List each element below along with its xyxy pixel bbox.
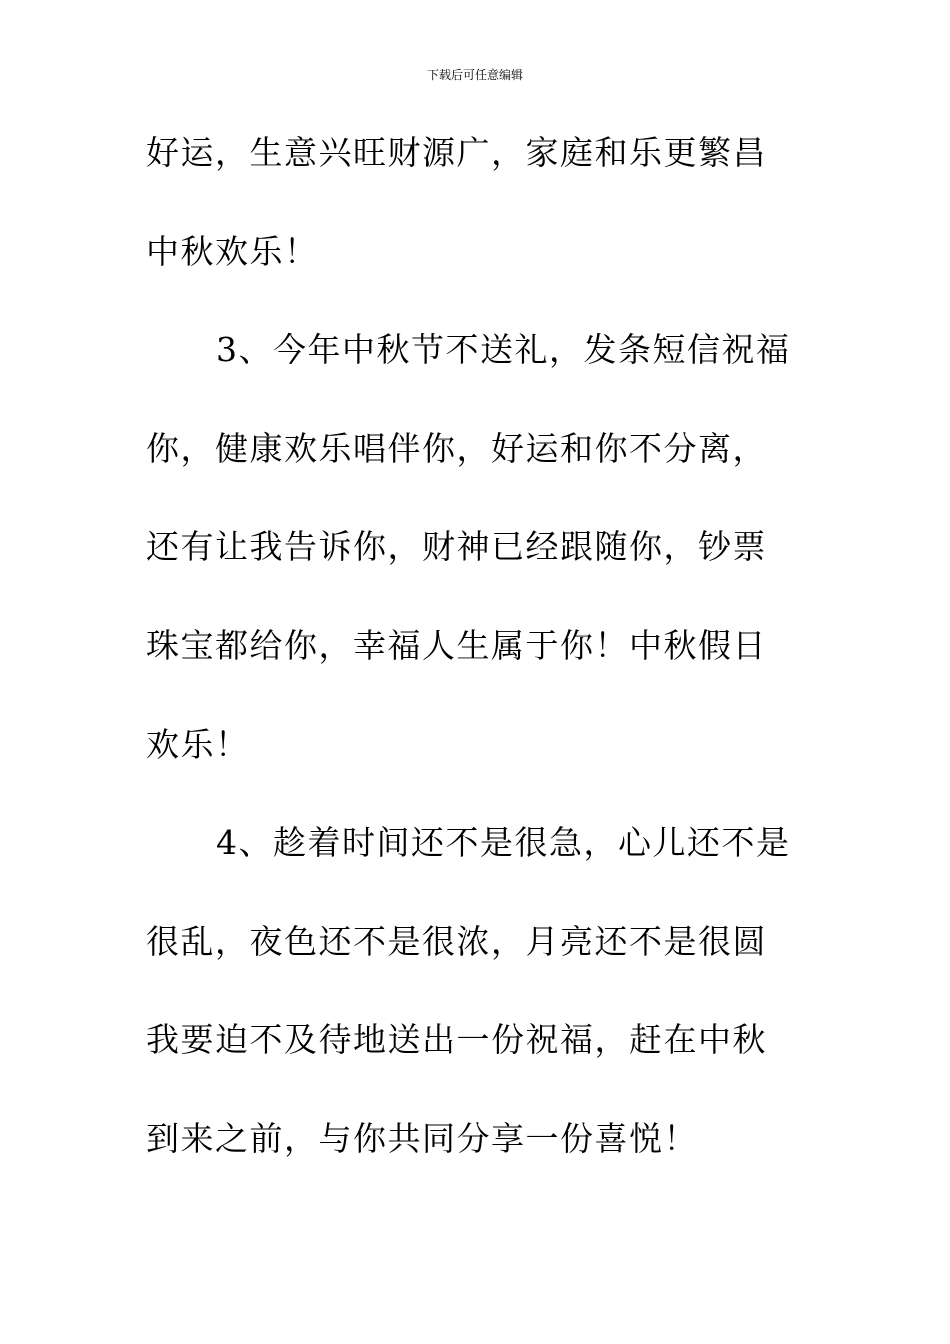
text-line: 我要迫不及待地送出一份祝福，赶在中秋 <box>146 1020 767 1060</box>
paragraph-3-start: 3、今年中秋节不送礼，发条短信祝福 <box>216 330 791 370</box>
page-header: 下载后可任意编辑 <box>426 68 523 82</box>
text-line: 你，健康欢乐唱伴你，好运和你不分离， <box>146 428 767 468</box>
paragraph-4-start: 4、趁着时间还不是很急，心儿还不是 <box>216 823 791 863</box>
text-line: 很乱，夜色还不是很浓，月亮还不是很圆 <box>146 921 767 961</box>
text-line: 欢乐！ <box>146 724 250 764</box>
text-line: 还有让我告诉你，财神已经跟随你，钞票 <box>146 527 767 567</box>
text-line: 好运，生意兴旺财源广，家庭和乐更繁昌 <box>146 133 767 172</box>
text-line: 中秋欢乐！ <box>146 231 319 271</box>
text-line: 到来之前，与你共同分享一份喜悦！ <box>146 1118 698 1158</box>
body-text <box>146 126 826 1211</box>
text-line: 珠宝都给你，幸福人生属于你！中秋假日 <box>146 625 767 665</box>
